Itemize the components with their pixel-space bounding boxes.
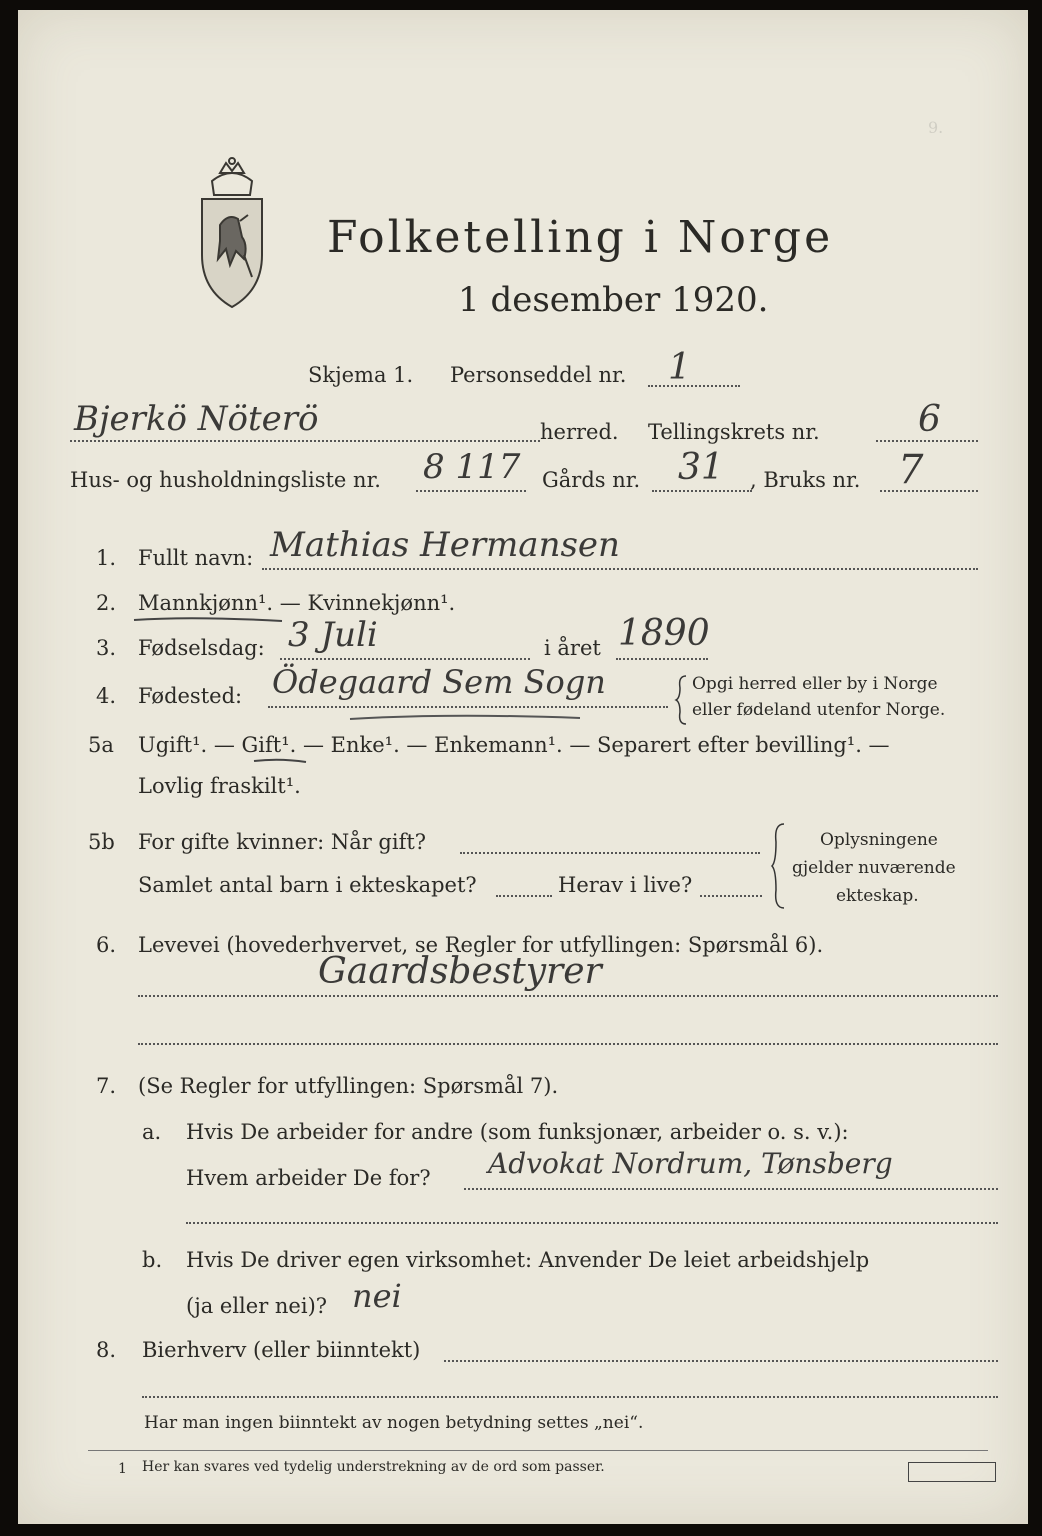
footnote-text: Her kan svares ved tydelig understrekning av de ord som passer.	[142, 1459, 605, 1475]
q2-number: 2.	[96, 591, 117, 615]
q7a-line	[464, 1188, 998, 1190]
q3-year-line	[616, 658, 708, 660]
gards-value: 31	[678, 447, 724, 488]
q7b-label-2: (ja eller nei)?	[186, 1294, 328, 1318]
personseddel-value: 1	[668, 347, 691, 388]
q5b-brace-icon	[770, 822, 786, 910]
bleed-through: 9.	[928, 118, 944, 137]
q8-note: Har man ingen biinntekt av nogen betydning settes „nei“.	[144, 1413, 644, 1433]
bruks-label: , Bruks nr.	[750, 468, 861, 492]
q4-value: Ödegaard Sem Sogn	[272, 663, 606, 701]
bruks-line	[880, 490, 978, 492]
hus-line	[416, 490, 526, 492]
census-form-page	[18, 10, 1028, 1524]
q4-number: 4.	[96, 684, 117, 708]
q5b-barn-line	[496, 895, 552, 897]
hus-label: Hus- og husholdningsliste nr.	[70, 468, 381, 492]
tellingskrets-label: Tellingskrets nr.	[648, 420, 820, 444]
q3-value: 3 Juli	[288, 615, 378, 655]
gards-label: Gårds nr.	[542, 468, 641, 492]
q2-underline-mark	[132, 614, 292, 626]
q7-label: (Se Regler for utfyllingen: Spørsmål 7).	[138, 1074, 559, 1098]
form-subtitle: 1 desember 1920.	[458, 280, 769, 320]
hus-value: 8 117	[423, 447, 521, 487]
q7a-value: Advokat Nordrum, Tønsberg	[488, 1147, 893, 1180]
q4-underline-mark	[348, 710, 588, 726]
tellingskrets-line	[876, 440, 978, 442]
q5a-label-2: Lovlig fraskilt¹.	[138, 774, 301, 798]
q6-label: Levevei (hovederhvervet, se Regler for utfyllingen: Spørsmål 6).	[138, 933, 824, 957]
q7b-label: Hvis De driver egen virksomhet: Anvender De leiet arbeidshjelp	[186, 1248, 870, 1272]
q5b-label-3: Herav i live?	[558, 873, 693, 897]
personseddel-label: Personseddel nr.	[450, 363, 627, 387]
q5b-note-line-1: Oplysningene	[820, 830, 938, 850]
footnote-marker: 1	[118, 1461, 127, 1477]
herred-label: herred.	[540, 420, 619, 444]
q4-line	[268, 706, 668, 708]
q3-year-value: 1890	[618, 613, 710, 654]
q5b-note-line-2: gjelder nuværende	[792, 858, 956, 878]
q4-note-line-2: eller fødeland utenfor Norge.	[692, 700, 946, 720]
printer-stamp	[908, 1462, 996, 1482]
q7a-label-2: Hvem arbeider De for?	[186, 1166, 431, 1190]
q6-line-2	[138, 1043, 998, 1045]
skjema-label: Skjema 1.	[308, 363, 414, 387]
q5b-note-line-3: ekteskap.	[836, 886, 919, 906]
q6-line	[138, 995, 998, 997]
q4-brace-icon	[674, 674, 688, 726]
q5b-label: For gifte kvinner: Når gift?	[138, 830, 427, 854]
q7b-value: nei	[352, 1277, 402, 1315]
q7a-number: a.	[142, 1120, 162, 1144]
q4-note-line-1: Opgi herred eller by i Norge	[692, 674, 938, 694]
q1-label: Fullt navn:	[138, 546, 254, 570]
q1-line	[262, 568, 978, 570]
q3-year-label: i året	[544, 636, 601, 660]
q5b-ilive-line	[700, 895, 762, 897]
q7b-number: b.	[142, 1248, 163, 1272]
q5b-label-2: Samlet antal barn i ekteskapet?	[138, 873, 477, 897]
q5a-underline-mark	[252, 756, 312, 766]
q8-number: 8.	[96, 1338, 117, 1362]
q3-number: 3.	[96, 636, 117, 660]
q8-line-2	[142, 1396, 998, 1398]
form-title: Folketelling i Norge	[327, 212, 834, 263]
q8-label: Bierhverv (eller biinntekt)	[142, 1338, 421, 1362]
q5a-label: Ugift¹. — Gift¹. — Enke¹. — Enkemann¹. — Separert efter bevilling¹. —	[138, 733, 890, 757]
q5b-gift-line	[460, 852, 760, 854]
q5b-number: 5b	[88, 830, 115, 854]
norwegian-coat-of-arms-icon	[190, 155, 274, 315]
q2-label: Mannkjønn¹. — Kvinnekjønn¹.	[138, 591, 456, 615]
q5a-number: 5a	[88, 733, 114, 757]
tellingskrets-value: 6	[918, 399, 941, 440]
personseddel-line	[648, 385, 740, 387]
q1-number: 1.	[96, 546, 117, 570]
q6-number: 6.	[96, 933, 117, 957]
herred-value: Bjerkö Nöterö	[74, 399, 319, 439]
q6-value: Gaardsbestyrer	[318, 951, 602, 992]
q8-line	[444, 1360, 998, 1362]
footnote-divider	[88, 1450, 988, 1451]
gards-line	[652, 490, 752, 492]
q4-label: Fødested:	[138, 684, 243, 708]
q7-number: 7.	[96, 1074, 117, 1098]
q3-line	[280, 658, 530, 660]
q7a-line-2	[186, 1222, 998, 1224]
bruks-value: 7	[898, 447, 924, 493]
herred-line	[70, 440, 540, 442]
q1-value: Mathias Hermansen	[270, 525, 620, 565]
q3-label: Fødselsdag:	[138, 636, 265, 660]
q7a-label: Hvis De arbeider for andre (som funksjonær, arbeider o. s. v.):	[186, 1120, 849, 1144]
